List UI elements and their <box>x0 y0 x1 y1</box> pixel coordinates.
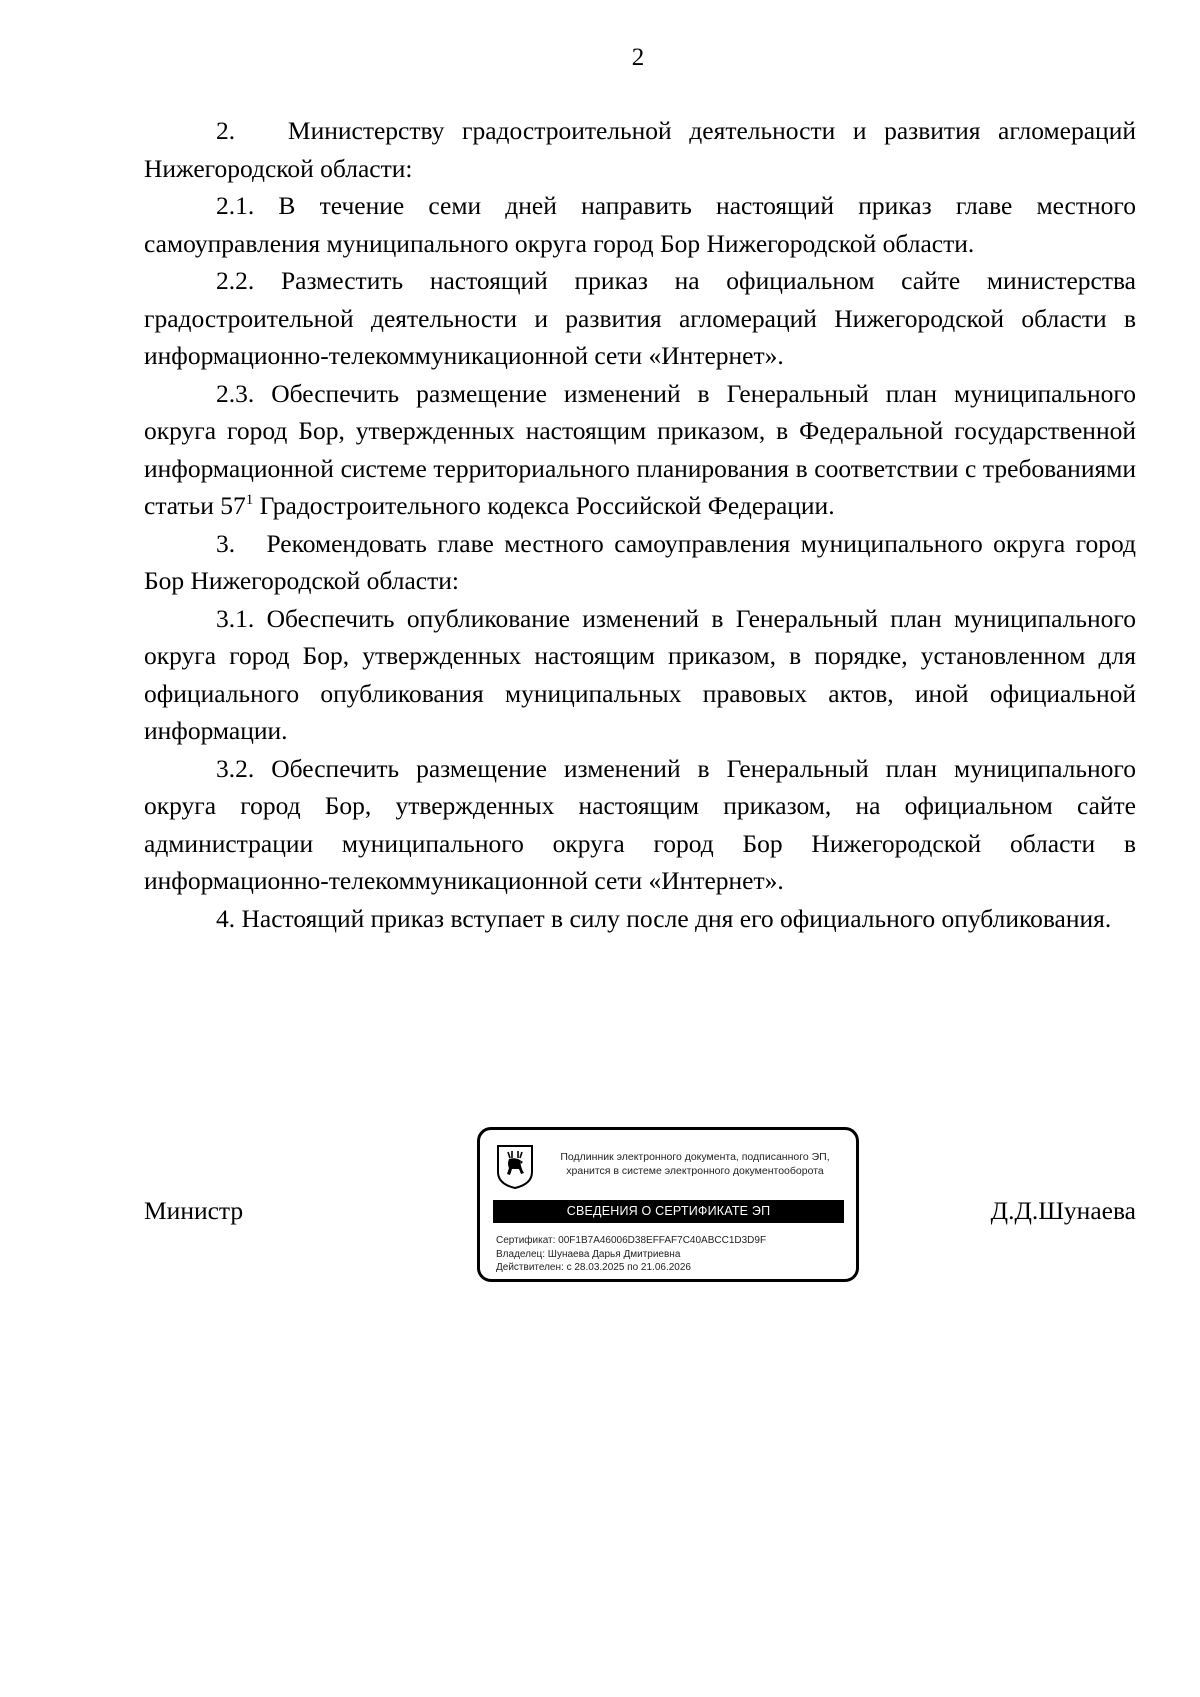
signatory-position: Министр <box>144 1196 244 1225</box>
stamp-details <box>496 1234 766 1275</box>
electronic-signature-stamp <box>477 1127 859 1282</box>
stamp-note-line1: Подлинник электронного документа, подписанного ЭП, <box>560 1151 830 1163</box>
stamp-note-line2: хранится в системе электронного документооборота <box>566 1165 824 1177</box>
paragraph-2-3 <box>144 375 1136 525</box>
paragraph-4: 4. Настоящий приказ вступает в силу после дня его официального опубликования. <box>216 903 1112 933</box>
paragraph-2-2: 2.2. Разместить настоящий приказ на официальном сайте министерства градостроительной деятельности и развития агломераций Нижегородской области в информационно-телекоммуникационной сети «Интернет». <box>144 266 1136 370</box>
signatory-name: Д.Д.Шунаева <box>990 1196 1136 1225</box>
paragraph-3: 3. Рекомендовать главе местного самоуправления муниципального округа город Бор Нижегородской области: <box>144 528 1136 595</box>
stamp-valid: Действителен: с 28.03.2025 по 21.06.2026 <box>496 1262 691 1273</box>
coat-of-arms-icon <box>496 1144 534 1190</box>
paragraph-2-3-text-before: 2.3. Обеспечить размещение изменений в Генеральный план муниципального округа город Бор, утвержденных настоящим приказом, в Федеральной государственной информационной системе территориального планирования в соответствии с требованиями статьи 57 <box>144 378 1136 520</box>
stamp-note <box>550 1150 840 1178</box>
paragraph-2-3-superscript: 1 <box>245 492 254 508</box>
paragraph-2-1: 2.1. В течение семи дней направить настоящий приказ главе местного самоуправления муниципального округа город Бор Нижегородской области. <box>144 191 1136 258</box>
paragraph-2: 2. Министерству градостроительной деятельности и развития агломераций Нижегородской области: <box>144 116 1136 183</box>
paragraph-2-3-text-after: Градостроительного кодекса Российской Федерации. <box>253 491 835 520</box>
stamp-header: СВЕДЕНИЯ О СЕРТИФИКАТЕ ЭП <box>493 1200 844 1223</box>
stamp-owner: Владелец: Шунаева Дарья Дмитриевна <box>496 1248 681 1260</box>
paragraph-3-1: 3.1. Обеспечить опубликование изменений в Генеральный план муниципального округа город Бор, утвержденных настоящим приказом, в порядке, установленном для официального опубликования муниципальных правовых актов, иной официальной информации. <box>144 603 1136 745</box>
document-body <box>144 112 1136 937</box>
page-number: 2 <box>631 44 645 71</box>
stamp-certificate: Сертификат: 00F1B7A46006D38EFFAF7C40ABCC1D3D9F <box>496 1235 767 1246</box>
paragraph-3-2: 3.2. Обеспечить размещение изменений в Генеральный план муниципального округа город Бор, утвержденных настоящим приказом, на официальном сайте администрации муниципального округа город Бор Нижегородской области в информационно-телекоммуникационной сети «Интернет». <box>144 753 1136 895</box>
